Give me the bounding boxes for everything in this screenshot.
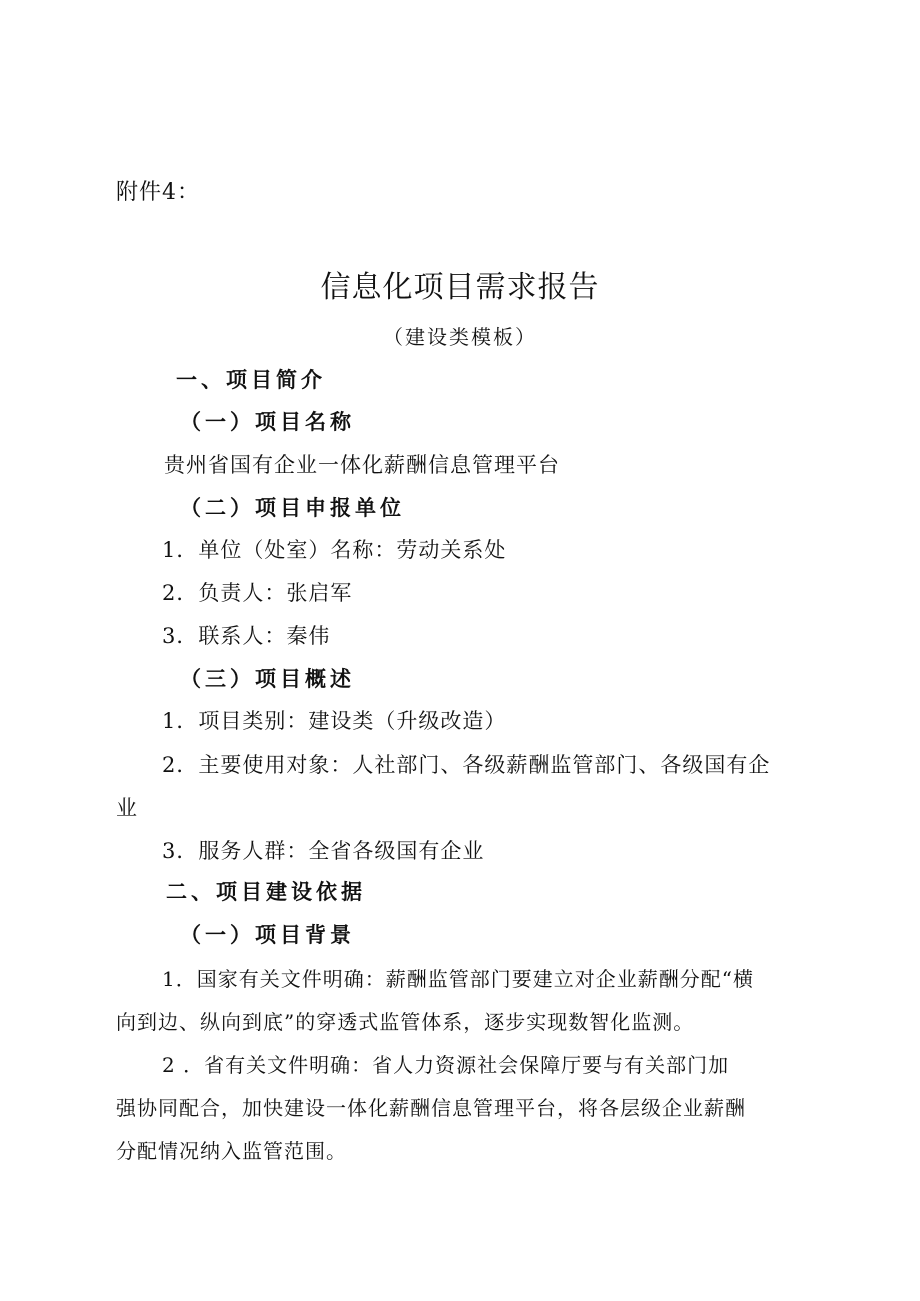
paragraph-line: 1．国家有关文件明确：薪酬监管部门要建立对企业薪酬分配“横 bbox=[162, 967, 754, 991]
list-item-continuation: 业 bbox=[116, 796, 138, 820]
attachment-label: 附件4： bbox=[116, 180, 200, 205]
list-item: 1．项目类别：建设类（升级改造） bbox=[162, 709, 507, 733]
list-item: 1．单位（处室）名称：劳动关系处 bbox=[162, 538, 507, 562]
document-subtitle: （建设类模板） bbox=[383, 325, 537, 349]
subsection-heading: （三）项目概述 bbox=[180, 666, 355, 691]
document-title: 信息化项目需求报告 bbox=[320, 270, 600, 305]
paragraph-line: 强协同配合，加快建设一体化薪酬信息管理平台，将各层级企业薪酬 bbox=[116, 1096, 746, 1120]
section-heading-2: 二、项目建设依据 bbox=[166, 879, 366, 904]
list-item: 3．服务人群：全省各级国有企业 bbox=[162, 839, 485, 863]
list-item: 3．联系人：秦伟 bbox=[162, 624, 331, 648]
subsection-heading: （二）项目申报单位 bbox=[180, 495, 405, 520]
list-item: 2．负责人：张启军 bbox=[162, 581, 353, 605]
paragraph-line: 分配情况纳入监管范围。 bbox=[116, 1139, 347, 1163]
subsection-heading: （一）项目名称 bbox=[180, 409, 355, 434]
paragraph-line: 2 ．省有关文件明确：省人力资源社会保障厅要与有关部门加 bbox=[162, 1053, 730, 1077]
paragraph-line: 向到边、纵向到底”的穿透式监管体系，逐步实现数智化监测。 bbox=[116, 1010, 695, 1034]
project-name: 贵州省国有企业一体化薪酬信息管理平台 bbox=[164, 453, 560, 477]
section-heading-1: 一、项目简介 bbox=[176, 367, 326, 392]
list-item: 2．主要使用对象：人社部门、各级薪酬监管部门、各级国有企 bbox=[162, 753, 771, 777]
subsection-heading: （一）项目背景 bbox=[180, 922, 355, 947]
